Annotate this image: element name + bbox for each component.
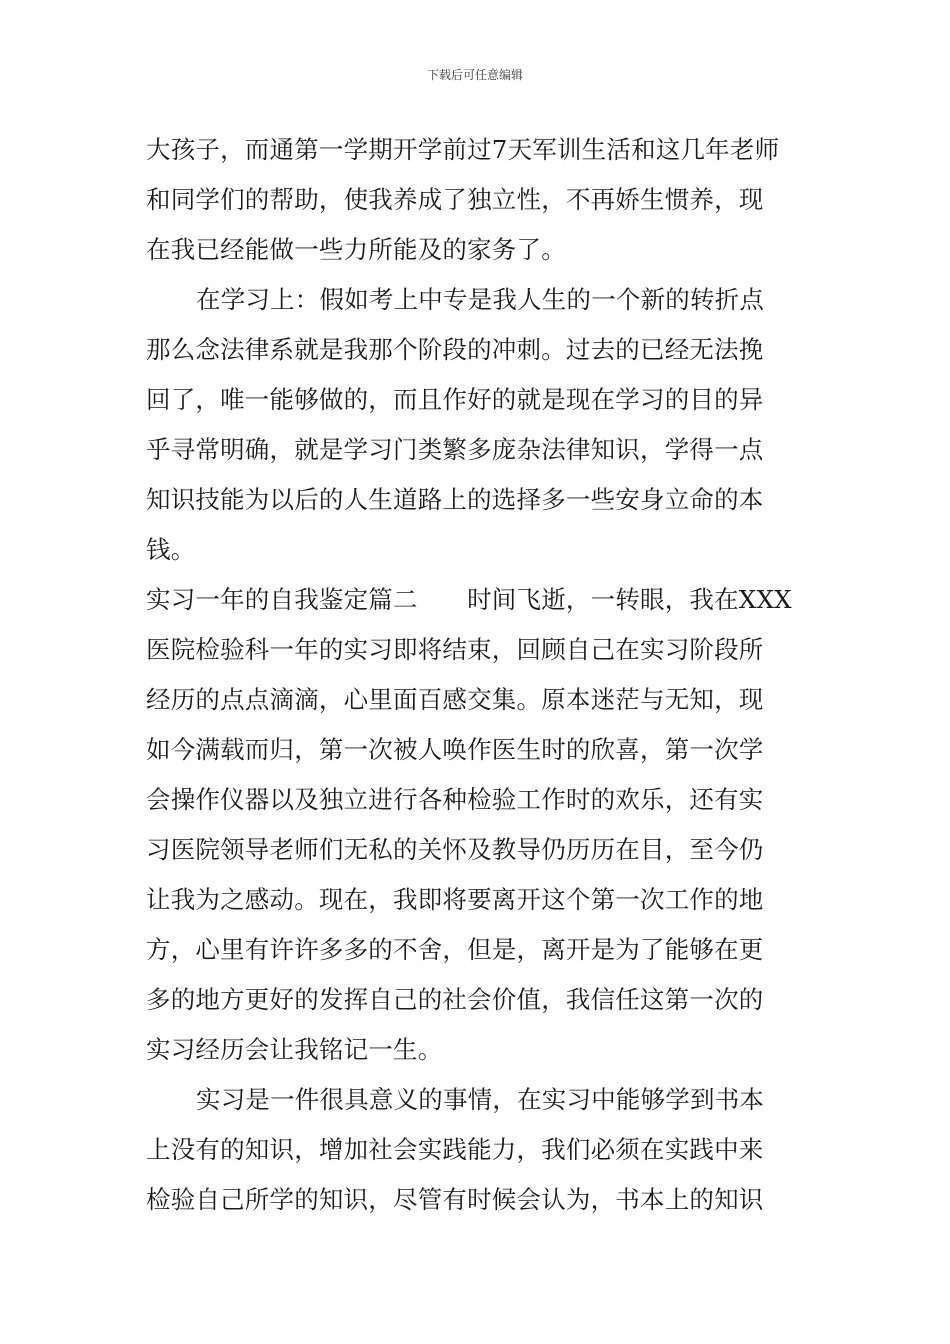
text-line: 钱。 [146,535,196,564]
text-line: 多的地方更好的发挥自己的社会价值，我信任这第一次的 [146,985,764,1014]
text-line: 在我已经能做一些力所能及的家务了。 [146,235,566,264]
text-line: 经历的点点滴滴，心里面百感交集。原本迷茫与无知，现 [146,685,764,714]
text-line: 回了，唯一能够做的，而且作好的就是现在学习的目的异 [146,385,764,414]
text-line: 方，心里有许许多多的不舍，但是，离开是为了能够在更 [146,935,764,964]
text-line: 和同学们的帮助，使我养成了独立性，不再娇生惯养，现 [146,185,764,214]
text-line: 那么念法律系就是我那个阶段的冲刺。过去的已经无法挽 [146,335,764,364]
text-line: 上没有的知识，增加社会实践能力，我们必须在实践中来 [146,1135,764,1164]
text-line: 习医院领导老师们无私的关怀及教导仍历历在目，至今仍 [146,835,764,864]
paragraph-start-line: 实习是一件很具意义的事情，在实习中能够学到书本 [196,1085,765,1114]
text-line: 实习经历会让我铭记一生。 [146,1035,443,1064]
paragraph-start-line: 在学习上：假如考上中专是我人生的一个新的转折点 [196,285,765,314]
text-line: 大孩子，而通第一学期开学前过7天军训生活和这几年老师 [146,135,780,164]
text-line: 会操作仪器以及独立进行各种检验工作时的欢乐，还有实 [146,785,764,814]
section-heading-line: 实习一年的自我鉴定篇二 时间飞逝，一转眼，我在XXX [146,585,792,614]
text-line: 知识技能为以后的人生道路上的选择多一些安身立命的本 [146,485,764,514]
text-line: 让我为之感动。现在，我即将要离开这个第一次工作的地 [146,885,764,914]
page-header: 下载后可任意编辑 [426,68,523,82]
text-line: 医院检验科一年的实习即将结束，回顾自己在实习阶段所 [146,635,764,664]
text-line: 乎寻常明确，就是学习门类繁多庞杂法律知识，学得一点 [146,435,764,464]
text-line: 如今满载而归，第一次被人唤作医生时的欣喜，第一次学 [146,735,764,764]
text-line: 检验自己所学的知识，尽管有时候会认为，书本上的知识 [146,1185,764,1214]
